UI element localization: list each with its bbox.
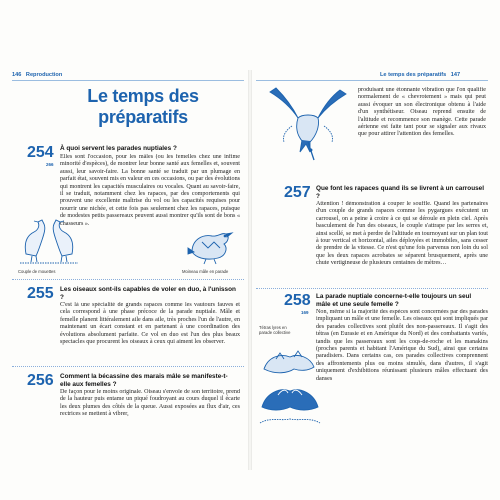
question-body-257 <box>316 201 488 287</box>
question-body-256 <box>60 389 240 434</box>
question-body-257-text: Attention ! démonstration à couper le souffle. Quand les partenaires d'un couple de grands rapaces comme les pygargues exécutent un carrousel, on a peine à croire à ce qui se déroule en plein ciel. Après basculement de l'un des oiseaux, le couple s'attrape par les serres et, ainsi scellé, se met à perdre de l'altitude en tournoyant sur un plan tout à tour vertical et horizontal, ailes déployées et immobiles, sans cesser de prendre de la vitesse. Ce n'est qu'une fois parvenus non loin du sol que les deux rapaces acrobates se séparent brusquement, après une chute vertigineuse de plusieurs centaines de mètres… <box>316 201 488 267</box>
question-number-258: 258 <box>284 292 311 309</box>
separator-256 <box>12 366 244 367</box>
crossref-266: 266 <box>46 162 54 167</box>
crossref-169: 169 <box>301 310 309 315</box>
caption-sparrow: Moineau mâle en parade <box>182 269 229 274</box>
question-body-256-text: De façon pour le moins originale. Oiseau s'envole de son territoire, prend de la hauteur puis entame un piqué foudroyant au cours duquel il écarte les deux plumes des côtés de la queue. Aussi exposées au flux d'air, ces rectrices se mettent à vibrer, <box>60 389 240 418</box>
black-grouse-lek-illustration <box>258 345 322 431</box>
sparrow-illustration <box>182 222 242 268</box>
question-number-257: 257 <box>284 184 311 201</box>
separator-258 <box>256 288 488 289</box>
question-title-257: Que font les rapaces quand ils se livrent à un carrousel ? <box>316 185 484 200</box>
left-section-name: Reproduction <box>25 72 63 78</box>
right-header-rule <box>256 80 488 81</box>
right-running-head <box>380 72 460 78</box>
question-title-256: Comment la bécassine des marais mâle se manifeste-t-elle aux femelles ? <box>60 373 228 388</box>
gull-couple-illustration <box>18 214 80 266</box>
chapter-title: Le temps des préparatifs <box>87 86 199 127</box>
question-title-255: Les oiseaux sont-ils capables de voler en duo, à l'unisson ? <box>60 286 236 301</box>
left-page-number: 146 <box>12 72 22 78</box>
intro-body-right-text: produisant une étonnante vibration que l'on qualifie normalement de « chevrotement » mais qui peut aussi évoquer un son électronique obtenu à l'aide d'un synthétiseur. Oiseau reprend ensuite de l'altitude et recommence son manège. Cette parade aérienne est faite tant pour se signaler aux rivaux que pour attirer l'attention des femelles. <box>358 87 486 138</box>
right-section-name: Le temps des préparatifs <box>380 72 447 78</box>
question-number-255: 255 <box>27 285 54 302</box>
question-body-258-text: Non, même si la majorité des espèces sont concernées par des parades impliquant un mâle et une femelle. Les oiseaux qui sont impliqués par des parades collectives sont plutôt des non-passereaux. Il s'agit des tétras (en Eurasie et en Amérique du Nord) et des combattants variés, tandis que les passereaux sont les coqs-de-roche et les manakins (proches parents et habitant l'Amérique du Sud), ainsi que certains paradisiers. Dans certains cas, ces parades collectives comprennent des affrontements plus ou moins simulés, dans d'autres, il s'agit uniquement d'exhibitions réunissant plusieurs mâles effectuant des danses <box>316 309 488 382</box>
book-gutter <box>248 70 252 470</box>
caption-tetras: Tétras lyres en parade collective <box>259 325 291 335</box>
caption-gull-couple: Couple de mouettes <box>18 269 56 274</box>
question-number-254: 254 <box>27 144 54 161</box>
snipe-dive-illustration <box>262 86 354 170</box>
question-body-255-text: C'est là une spécialité de grands rapaces comme les vautours fauves et cela correspond à une phase précoce de la parade nuptiale. Mâle et femelle planent littéralement aile dans aile, très proches l'un de l'autre, en maintenant un écart constant et en partenant à une coordination des évolutions absolument parfaite. Ce vol en duo est l'un des plus beaux spectacles que procurent les oiseaux à ceux qui aiment les observer. <box>60 302 240 346</box>
left-running-head <box>12 72 62 78</box>
question-title-258: La parade nuptiale concerne-t-elle toujours un seul mâle et une seule femelle ? <box>316 293 472 308</box>
right-page-number: 147 <box>450 72 461 78</box>
question-body-254-text: Elles sont l'occasion, pour les mâles (ou les femelles chez une infime minorité d'espèces), de montrer leur bonne santé aux femelles et, souvent aussi, leur savoir-faire. La bonne santé se traduit par un plumage en parfait état, souvent mis en valeur en ces occasions, ou par des évolutions qui montrent les capacités musculaires ou vocales. Quant au savoir-faire, il se traduit, notamment chez les rapaces, par des comportements qui prouvent une excellente maîtrise du vol ou les capacités requises pour nourrir une nichée, et cette fois pas seulement chez les rapaces, puisque de modestes petits passereaux peuvent aussi montrer qu'ils sont de bons « chasseurs ». <box>60 154 240 227</box>
question-number-256: 256 <box>27 372 54 389</box>
separator-255 <box>12 279 244 280</box>
left-header-rule <box>12 80 244 81</box>
question-title-254: À quoi servent les parades nuptiales ? <box>60 145 177 152</box>
intro-body-right <box>358 87 486 183</box>
question-body-255 <box>60 302 240 362</box>
question-body-258 <box>316 309 488 433</box>
